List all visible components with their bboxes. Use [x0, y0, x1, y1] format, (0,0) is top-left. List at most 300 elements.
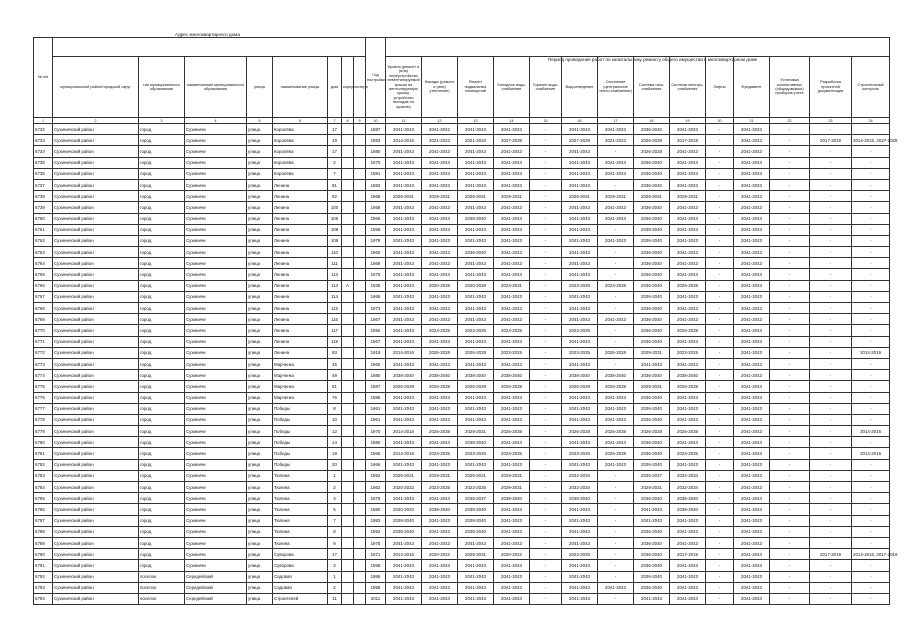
table-cell: -	[706, 482, 734, 493]
table-cell	[342, 168, 354, 179]
table-cell: 2023-2028	[598, 280, 634, 291]
header-roof: Кровля (ремонт и (или) переустройство невентилируемой крыши на вентилируемую крышу, устройство выходов на кровлю)	[386, 57, 422, 118]
table-cell: -	[810, 482, 852, 493]
table-cell	[354, 336, 366, 347]
table-cell: 115	[328, 303, 342, 314]
table-cell: 1961	[366, 403, 386, 414]
table-cell: 1970	[366, 157, 386, 168]
table-cell: 2041-2043	[422, 537, 458, 548]
table-cell: -	[852, 291, 890, 302]
table-cell: 1	[328, 571, 342, 582]
table-cell: -	[530, 291, 562, 302]
table-cell: Сухиничи	[185, 124, 247, 135]
table-cell: -	[530, 515, 562, 526]
table-cell: -	[530, 179, 562, 190]
table-row	[34, 135, 890, 146]
table-cell: 2026-2028	[598, 347, 634, 358]
table-cell: 6739	[34, 202, 53, 213]
table-cell: -	[530, 269, 562, 280]
table-cell: Сухиничи	[185, 414, 247, 425]
table-cell: -	[706, 146, 734, 157]
table-cell: -	[706, 336, 734, 347]
table-cell: улица	[247, 582, 273, 593]
table-cell: 2029-2031	[494, 191, 530, 202]
table-cell: 2026-2028	[422, 381, 458, 392]
table-cell: Сухиничский район	[53, 213, 139, 224]
table-cell: -	[530, 593, 562, 604]
table-cell: -	[770, 224, 810, 235]
column-number: 4	[185, 118, 247, 124]
table-row	[34, 459, 890, 470]
table-cell: 2036-2040	[634, 571, 670, 582]
table-cell: 2041-2043	[422, 213, 458, 224]
table-row	[34, 168, 890, 179]
table-row	[34, 448, 890, 459]
table-cell: город	[139, 482, 185, 493]
table-cell: 2032-2034	[562, 470, 598, 481]
table-cell: город	[139, 515, 185, 526]
table-cell: 1971	[366, 549, 386, 560]
table-cell: 6777	[34, 403, 53, 414]
table-cell	[354, 146, 366, 157]
address-group-title: Адрес многоквартирного дома	[175, 32, 240, 37]
table-row	[34, 504, 890, 515]
table-cell: 2014-2016	[386, 549, 422, 560]
table-cell: улица	[247, 493, 273, 504]
table-cell: -	[770, 448, 810, 459]
table-cell: 100	[328, 202, 342, 213]
table-cell: 2041-2043	[670, 235, 706, 246]
table-cell: 2	[328, 482, 342, 493]
table-cell: 1973	[366, 303, 386, 314]
table-cell: -	[706, 560, 734, 571]
table-cell: Сухиничский район	[53, 381, 139, 392]
table-cell: улица	[247, 179, 273, 190]
table-cell: поселок	[139, 582, 185, 593]
table-cell: 20	[328, 459, 342, 470]
table-cell: 6735	[34, 157, 53, 168]
table-cell: Победы	[273, 437, 328, 448]
table-cell: -	[852, 336, 890, 347]
table-cell: 2041-2043	[422, 314, 458, 325]
table-cell: 2041-2043	[734, 504, 770, 515]
table-cell: 6768	[34, 303, 53, 314]
table-cell: 2041-2043	[562, 168, 598, 179]
table-cell: город	[139, 459, 185, 470]
table-cell: -	[810, 247, 852, 258]
table-cell: 2023-2025	[458, 448, 494, 459]
table-cell: -	[810, 314, 852, 325]
table-cell: 2041-2043	[562, 224, 598, 235]
table-cell: 2041-2043	[386, 571, 422, 582]
table-cell	[342, 157, 354, 168]
table-cell: Сухиничский район	[53, 358, 139, 369]
table-cell: 2038-2040	[458, 213, 494, 224]
table-cell: -	[706, 157, 734, 168]
table-cell: 2041-2043	[386, 593, 422, 604]
table-cell: Сухиничский район	[53, 179, 139, 190]
table-cell: -	[598, 571, 634, 582]
table-cell: -	[810, 459, 852, 470]
table-cell: 2038-2040	[422, 504, 458, 515]
table-cell	[342, 179, 354, 190]
table-cell: 2041-2043	[734, 191, 770, 202]
table-cell: -	[770, 213, 810, 224]
table-cell: -	[706, 303, 734, 314]
table-cell: Тюлина	[273, 470, 328, 481]
table-cell	[354, 571, 366, 582]
table-cell: -	[810, 470, 852, 481]
table-cell: 2041-2043	[386, 336, 422, 347]
table-cell: 2041-2043	[458, 269, 494, 280]
table-cell: 2026-2028	[562, 381, 598, 392]
table-row	[34, 291, 890, 302]
table-cell: 2029-2031	[670, 191, 706, 202]
table-cell: -	[770, 593, 810, 604]
table-cell: Тюлина	[273, 493, 328, 504]
table-cell: Сухиничи	[185, 392, 247, 403]
table-cell: 2038-2040	[598, 370, 634, 381]
table-row	[34, 235, 890, 246]
table-cell: Сухиничи	[185, 135, 247, 146]
table-cell: Сухиничский район	[53, 426, 139, 437]
table-cell: 2041-2043	[734, 571, 770, 582]
table-cell	[342, 459, 354, 470]
table-cell: 113	[328, 269, 342, 280]
table-cell: Сухиничский район	[53, 168, 139, 179]
table-cell: -	[706, 135, 734, 146]
table-cell: 2029-2031	[494, 482, 530, 493]
column-number: 23	[810, 118, 852, 124]
table-cell: 2041-2043	[562, 146, 598, 157]
table-cell: 2041-2043	[598, 235, 634, 246]
table-cell: город	[139, 493, 185, 504]
table-cell: 2041-2043	[494, 358, 530, 369]
table-cell: -	[810, 582, 852, 593]
table-cell: 2036-2040	[634, 549, 670, 560]
table-cell: улица	[247, 448, 273, 459]
table-cell: 2026-2028	[670, 426, 706, 437]
table-cell	[342, 560, 354, 571]
table-cell: -	[530, 135, 562, 146]
table-cell: 2041-2043	[494, 537, 530, 548]
table-row	[34, 325, 890, 336]
table-cell: Сухиничи	[185, 157, 247, 168]
table-cell: Сухиничи	[185, 448, 247, 459]
table-cell: 1975	[366, 537, 386, 548]
table-cell	[342, 493, 354, 504]
table-cell	[342, 414, 354, 425]
table-cell: 2041-2043	[386, 392, 422, 403]
table-cell: 2036-2040	[634, 247, 670, 258]
table-cell: -	[706, 537, 734, 548]
table-cell: Сухиничи	[185, 258, 247, 269]
table-cell: 2041-2043	[562, 258, 598, 269]
table-cell: -	[530, 549, 562, 560]
table-cell: Ленина	[273, 347, 328, 358]
table-cell: 2041-2043	[386, 269, 422, 280]
column-number: 14	[494, 118, 530, 124]
table-cell: улица	[247, 560, 273, 571]
table-cell	[342, 515, 354, 526]
table-cell: Сухиничи	[185, 179, 247, 190]
table-cell	[342, 146, 354, 157]
table-cell: -	[810, 392, 852, 403]
table-cell: -	[530, 224, 562, 235]
table-cell: -	[706, 504, 734, 515]
table-cell: 1970	[366, 426, 386, 437]
table-cell: -	[598, 470, 634, 481]
table-cell: -	[706, 593, 734, 604]
table-cell	[342, 358, 354, 369]
table-cell: 2041-2043	[634, 593, 670, 604]
table-cell: 2041-2043	[734, 336, 770, 347]
table-cell: 1980	[366, 437, 386, 448]
table-cell: -	[706, 258, 734, 269]
table-cell: 2041-2043	[386, 493, 422, 504]
table-cell: -	[770, 247, 810, 258]
table-cell: -	[530, 571, 562, 582]
table-cell: улица	[247, 291, 273, 302]
table-cell: 2041-2043	[386, 157, 422, 168]
table-cell: 2041-2043	[494, 392, 530, 403]
table-cell: -	[770, 124, 810, 135]
table-cell: 2041-2043	[562, 291, 598, 302]
table-cell: -	[852, 202, 890, 213]
table-cell: 2041-2043	[562, 515, 598, 526]
table-row	[34, 392, 890, 403]
table-cell: -	[770, 560, 810, 571]
table-cell: -	[706, 549, 734, 560]
table-cell	[354, 314, 366, 325]
header-facade: Фасады (ремонт и (или) утепление)	[422, 57, 458, 118]
table-row	[34, 247, 890, 258]
table-cell: 2041-2043	[670, 247, 706, 258]
table-cell: 6773	[34, 358, 53, 369]
table-cell: Ленина	[273, 179, 328, 190]
table-cell: 91	[328, 179, 342, 190]
table-cell: 2036-2040	[634, 157, 670, 168]
table-cell: 2041-2043	[670, 403, 706, 414]
table-cell: 2041-2043	[494, 303, 530, 314]
table-cell	[342, 325, 354, 336]
table-cell: 17	[328, 124, 342, 135]
table-cell: 6770	[34, 325, 53, 336]
table-cell: -	[852, 258, 890, 269]
table-cell: -	[810, 426, 852, 437]
table-cell: Ленина	[273, 235, 328, 246]
table-cell: 6772	[34, 347, 53, 358]
table-cell: Сухиничи	[185, 515, 247, 526]
table-cell: Сухиничский район	[53, 280, 139, 291]
table-cell: 2041-2043	[562, 526, 598, 537]
table-cell: -	[852, 470, 890, 481]
table-cell: 2041-2043	[562, 504, 598, 515]
table-cell: -	[706, 347, 734, 358]
table-cell: 2026-2028	[634, 146, 670, 157]
table-cell: Сухиничский район	[53, 202, 139, 213]
table-row	[34, 593, 890, 604]
table-cell: город	[139, 560, 185, 571]
table-cell: 14	[328, 437, 342, 448]
table-cell	[354, 414, 366, 425]
table-cell: 2041-2043	[734, 269, 770, 280]
table-cell: -	[852, 537, 890, 548]
table-cell	[342, 470, 354, 481]
table-cell: город	[139, 280, 185, 291]
table-cell: Сухиничи	[185, 526, 247, 537]
table-cell: Сухиничский район	[53, 314, 139, 325]
table-cell: улица	[247, 537, 273, 548]
table-cell: -	[770, 303, 810, 314]
table-cell: -	[530, 157, 562, 168]
table-cell: Сухиничи	[185, 280, 247, 291]
table-cell: 2023-2025	[494, 448, 530, 459]
table-cell: -	[598, 560, 634, 571]
table-cell: 2041-2043	[670, 571, 706, 582]
table-cell: -	[598, 549, 634, 560]
table-cell: 2041-2043	[562, 303, 598, 314]
table-cell: 2041-2043	[494, 213, 530, 224]
table-cell: 2041-2043	[494, 269, 530, 280]
table-cell: Королёва	[273, 124, 328, 135]
column-number: 8	[342, 118, 354, 124]
table-cell: -	[810, 526, 852, 537]
table-row	[34, 224, 890, 235]
table-cell: 2041-2043	[562, 213, 598, 224]
table-cell: 2041-2043	[386, 437, 422, 448]
table-cell: Сухиничи	[185, 146, 247, 157]
table-cell: 2036-2040	[634, 403, 670, 414]
table-cell: 2041-2043	[422, 403, 458, 414]
table-cell: Ленина	[273, 291, 328, 302]
header-meters: Установка коллективных (общедомовых) приборов учета	[770, 57, 810, 118]
table-cell: 1967	[366, 314, 386, 325]
table-cell	[354, 202, 366, 213]
table-cell	[354, 459, 366, 470]
table-cell: 1966	[366, 459, 386, 470]
table-row	[34, 515, 890, 526]
table-cell: 2041-2043	[734, 179, 770, 190]
table-cell: -	[810, 280, 852, 291]
table-cell	[354, 504, 366, 515]
table-cell: 6775	[34, 381, 53, 392]
table-cell: 6787	[34, 515, 53, 526]
table-cell: 2011	[366, 593, 386, 604]
table-cell: Сухиничи	[185, 437, 247, 448]
header-gas: Система газо-снабжения	[634, 57, 670, 118]
table-cell: 1966	[366, 213, 386, 224]
table-cell: 2041-2043	[670, 314, 706, 325]
table-cell: -	[706, 179, 734, 190]
table-cell: улица	[247, 314, 273, 325]
table-cell	[342, 336, 354, 347]
table-cell: улица	[247, 269, 273, 280]
table-cell: 2041-2043	[386, 247, 422, 258]
table-cell: 2023-2025	[670, 347, 706, 358]
table-cell: 2041-2043	[734, 549, 770, 560]
table-cell: 2041-2043	[386, 414, 422, 425]
table-cell: -	[706, 437, 734, 448]
table-cell: 6764	[34, 258, 53, 269]
table-cell: улица	[247, 247, 273, 258]
table-cell: Сухиничи	[185, 213, 247, 224]
table-cell: Сухиничский район	[53, 258, 139, 269]
table-cell: 2020-2022	[386, 482, 422, 493]
table-row	[34, 280, 890, 291]
table-cell: 2041-2043	[422, 560, 458, 571]
table-cell: -	[810, 157, 852, 168]
table-cell	[354, 325, 366, 336]
table-cell: -	[530, 437, 562, 448]
header-electricity: Система электро-снабжения	[670, 57, 706, 118]
table-cell: -	[770, 168, 810, 179]
table-cell: 2041-2043	[598, 403, 634, 414]
table-cell: 2041-2043	[634, 515, 670, 526]
table-cell: -	[706, 168, 734, 179]
table-cell: город	[139, 448, 185, 459]
table-cell: Середейский	[185, 571, 247, 582]
table-cell: 1956	[366, 325, 386, 336]
table-cell: Сухиничский район	[53, 526, 139, 537]
table-cell	[354, 168, 366, 179]
table-cell: 1965	[366, 358, 386, 369]
table-cell: 2041-2043	[386, 358, 422, 369]
table-cell: 2036-2040	[634, 336, 670, 347]
table-cell: 2041-2043	[386, 179, 422, 190]
table-cell: -	[770, 280, 810, 291]
table-cell: 2041-2043	[494, 582, 530, 593]
table-cell: Сухиничи	[185, 191, 247, 202]
table-cell: -	[852, 515, 890, 526]
table-cell: -	[770, 493, 810, 504]
table-cell: Сухиничский район	[53, 146, 139, 157]
table-cell: -	[852, 247, 890, 258]
table-cell: -	[852, 493, 890, 504]
table-cell: -	[530, 470, 562, 481]
table-row	[34, 403, 890, 414]
table-cell: Сухиничский район	[53, 537, 139, 548]
table-cell: Ленина	[273, 325, 328, 336]
table-cell: 2032-2034	[670, 482, 706, 493]
table-cell: Сухиничи	[185, 325, 247, 336]
table-cell: -	[810, 414, 852, 425]
table-cell: 1986	[366, 571, 386, 582]
table-cell: 2020-2028	[458, 280, 494, 291]
table-cell: 2036-2040	[634, 258, 670, 269]
table-cell: 2041-2043	[458, 258, 494, 269]
table-cell: -	[598, 325, 634, 336]
column-number: 22	[770, 118, 810, 124]
table-cell: 2	[328, 157, 342, 168]
table-cell: город	[139, 191, 185, 202]
table-cell: -	[770, 571, 810, 582]
table-cell: 2041-2043	[494, 168, 530, 179]
header-korpus: корпус	[342, 57, 354, 118]
table-cell: 2036-2040	[634, 303, 670, 314]
table-cell: 2041-2043	[562, 358, 598, 369]
table-cell: 2041-2043	[458, 403, 494, 414]
table-cell: Сухиничский район	[53, 224, 139, 235]
header-basement: Ремонт подвальных помещений	[458, 57, 494, 118]
table-cell: 6763	[34, 247, 53, 258]
table-cell: 2029-2031	[458, 470, 494, 481]
table-cell: 1961	[366, 414, 386, 425]
table-cell: -	[810, 168, 852, 179]
table-cell: 1	[328, 470, 342, 481]
table-cell: Тюлина	[273, 482, 328, 493]
table-cell: 2036-2040	[634, 414, 670, 425]
